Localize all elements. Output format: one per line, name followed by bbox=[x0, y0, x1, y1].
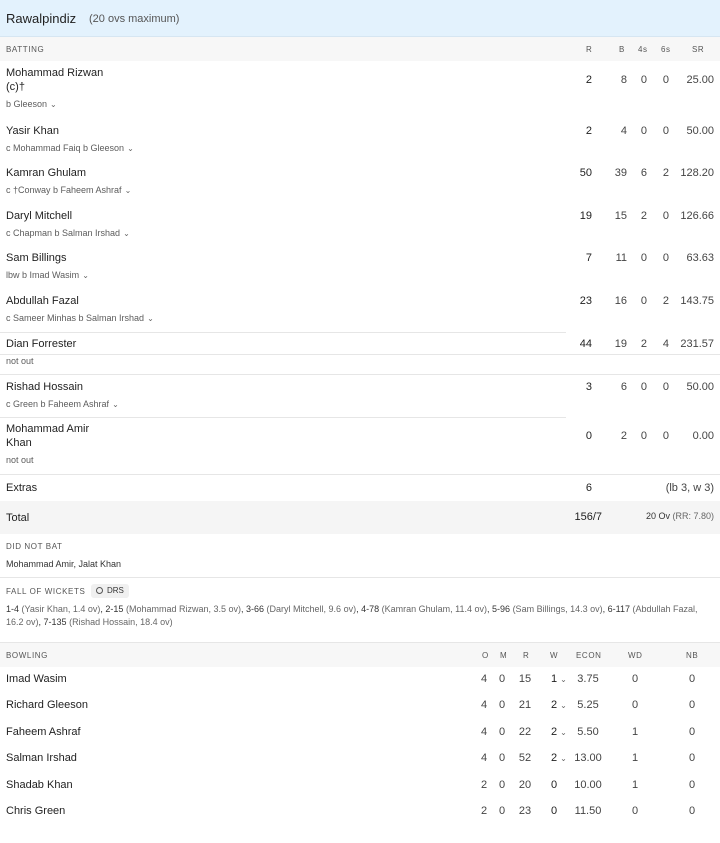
maidens: 0 bbox=[498, 752, 506, 764]
divider bbox=[0, 354, 720, 355]
fours: 0 bbox=[640, 252, 647, 264]
fow-item bbox=[105, 604, 241, 614]
economy: 10.00 bbox=[574, 779, 602, 791]
balls: 15 bbox=[614, 210, 627, 222]
wickets[interactable] bbox=[551, 726, 567, 738]
fours: 0 bbox=[640, 74, 647, 86]
dismissal-text: not out bbox=[6, 455, 34, 465]
dismissal[interactable] bbox=[6, 270, 89, 280]
chevron-down-icon[interactable]: ⌄ bbox=[112, 400, 119, 409]
extras-value: 6 bbox=[585, 482, 592, 494]
sixes: 0 bbox=[662, 125, 669, 137]
fow-label: FALL OF WICKETS bbox=[6, 587, 86, 596]
chevron-down-icon[interactable]: ⌄ bbox=[124, 186, 132, 195]
fow-detail: (Abdullah Fazal, 16.2 ov) bbox=[6, 604, 698, 627]
fow-score: 1-4 bbox=[6, 604, 20, 614]
runs: 7 bbox=[585, 252, 592, 264]
sixes: 0 bbox=[662, 252, 669, 264]
team-header bbox=[0, 0, 720, 37]
dismissal-text: c Chapman b Salman Irshad bbox=[6, 228, 121, 238]
fow-item bbox=[6, 604, 100, 614]
balls: 39 bbox=[614, 167, 627, 179]
wides: 1 bbox=[631, 726, 639, 738]
runs-conceded: 22 bbox=[518, 726, 532, 738]
fow-detail: (Daryl Mitchell, 9.6 ov) bbox=[266, 604, 357, 614]
batter-name[interactable]: Kamran Ghulam bbox=[6, 167, 87, 179]
total-overs: 20 Ov bbox=[645, 511, 670, 521]
overs: 2 bbox=[480, 779, 488, 791]
batter-name[interactable]: Sam Billings bbox=[6, 252, 67, 264]
extras-label: Extras bbox=[6, 482, 38, 494]
fours: 2 bbox=[640, 338, 647, 350]
total-value: 156/7 bbox=[574, 511, 602, 523]
maidens: 0 bbox=[498, 779, 506, 791]
noballs: 0 bbox=[688, 699, 696, 711]
fours: 2 bbox=[640, 210, 647, 222]
dismissal[interactable] bbox=[6, 313, 154, 323]
divider bbox=[0, 474, 720, 475]
maidens: 0 bbox=[498, 726, 506, 738]
economy: 13.00 bbox=[574, 752, 602, 764]
fow-score: 4-78 bbox=[361, 604, 380, 614]
dismissal-text: not out bbox=[6, 356, 34, 366]
drs-badge[interactable] bbox=[91, 584, 129, 598]
wickets-value: 0 bbox=[551, 805, 558, 817]
runs-conceded: 20 bbox=[518, 779, 532, 791]
did-not-bat-label: DID NOT BAT bbox=[6, 542, 63, 551]
fow-score: 6-117 bbox=[607, 604, 630, 614]
fow-item bbox=[361, 604, 487, 614]
divider bbox=[0, 332, 566, 333]
noballs: 0 bbox=[688, 726, 696, 738]
fours: 0 bbox=[640, 381, 647, 393]
balls: 19 bbox=[614, 338, 627, 350]
maidens: 0 bbox=[498, 699, 506, 711]
economy: 5.25 bbox=[577, 699, 599, 711]
drs-label: DRS bbox=[107, 586, 124, 595]
fow-detail: (Yasir Khan, 1.4 ov) bbox=[21, 604, 101, 614]
col-runs: R bbox=[586, 45, 593, 54]
col-noballs: NB bbox=[686, 651, 699, 660]
fours: 0 bbox=[640, 295, 647, 307]
overs-note: (20 ovs maximum) bbox=[89, 13, 180, 25]
noballs: 0 bbox=[688, 673, 696, 685]
dismissal-text: c Mohammad Faiq b Gleeson bbox=[6, 143, 125, 153]
strike-rate: 231.57 bbox=[680, 338, 714, 350]
strike-rate: 128.20 bbox=[680, 167, 714, 179]
fow-score: 7-135 bbox=[43, 617, 67, 627]
sixes: 0 bbox=[662, 74, 669, 86]
chevron-down-icon[interactable]: ⌄ bbox=[560, 728, 567, 737]
batter-name[interactable]: Dian Forrester bbox=[6, 338, 77, 350]
batting-header bbox=[0, 37, 720, 61]
bowler-name[interactable]: Richard Gleeson bbox=[6, 699, 88, 711]
dismissal[interactable] bbox=[6, 228, 130, 238]
wickets bbox=[551, 805, 557, 817]
sixes: 0 bbox=[662, 381, 669, 393]
strike-rate: 50.00 bbox=[686, 125, 714, 137]
runs: 2 bbox=[585, 74, 592, 86]
balls: 16 bbox=[614, 295, 627, 307]
wickets[interactable] bbox=[551, 752, 567, 764]
divider bbox=[0, 417, 566, 418]
wickets-value: 0 bbox=[551, 779, 558, 791]
extras-detail: (lb 3, w 3) bbox=[665, 482, 714, 494]
wickets bbox=[551, 779, 557, 791]
strike-rate: 126.66 bbox=[680, 210, 714, 222]
wides: 1 bbox=[631, 779, 639, 791]
fow-item bbox=[492, 604, 603, 614]
sixes: 2 bbox=[662, 295, 669, 307]
col-sixes: 6s bbox=[661, 45, 671, 54]
strike-rate: 143.75 bbox=[680, 295, 714, 307]
runs: 2 bbox=[585, 125, 592, 137]
col-wickets: W bbox=[550, 651, 559, 660]
fours: 0 bbox=[640, 430, 647, 442]
sixes: 4 bbox=[662, 338, 669, 350]
strike-rate: 50.00 bbox=[686, 381, 714, 393]
total-label: Total bbox=[6, 512, 30, 524]
dismissal-text: c †Conway b Faheem Ashraf bbox=[6, 185, 122, 195]
chevron-down-icon[interactable]: ⌄ bbox=[127, 144, 134, 153]
fow-detail: (Mohammad Rizwan, 3.5 ov) bbox=[125, 604, 241, 614]
runs: 23 bbox=[579, 295, 592, 307]
sixes: 0 bbox=[662, 430, 669, 442]
col-fours: 4s bbox=[638, 45, 648, 54]
fow-item bbox=[44, 617, 173, 627]
batter-name[interactable]: Abdullah Fazal bbox=[6, 295, 79, 307]
runs-conceded: 52 bbox=[518, 752, 532, 764]
maidens: 0 bbox=[498, 673, 506, 685]
total-rr: (RR: 7.80) bbox=[672, 511, 714, 521]
wides: 0 bbox=[631, 673, 639, 685]
runs-conceded: 23 bbox=[518, 805, 532, 817]
bowler-name[interactable]: Shadab Khan bbox=[6, 779, 73, 791]
total-overs-rr bbox=[646, 511, 714, 521]
col-balls: B bbox=[619, 45, 625, 54]
wickets-value: 2 bbox=[551, 726, 558, 738]
wides: 0 bbox=[631, 699, 639, 711]
batting-label: BATTING bbox=[6, 45, 45, 54]
chevron-down-icon[interactable]: ⌄ bbox=[82, 271, 89, 280]
col-overs: O bbox=[482, 651, 489, 660]
wickets-value: 2 bbox=[551, 752, 558, 764]
economy: 11.50 bbox=[574, 805, 602, 817]
runs: 0 bbox=[585, 430, 592, 442]
did-not-bat-players[interactable]: Mohammad Amir, Jalat Khan bbox=[6, 559, 122, 569]
dismissal[interactable] bbox=[6, 99, 57, 109]
strike-rate: 25.00 bbox=[686, 74, 714, 86]
fow-score: 2-15 bbox=[105, 604, 124, 614]
overs: 4 bbox=[480, 699, 488, 711]
balls: 8 bbox=[620, 74, 627, 86]
fours: 6 bbox=[640, 167, 647, 179]
col-sr: SR bbox=[692, 45, 705, 54]
fow-score: 5-96 bbox=[492, 604, 511, 614]
chevron-down-icon[interactable]: ⌄ bbox=[560, 675, 567, 684]
total-row bbox=[0, 501, 720, 534]
overs: 4 bbox=[480, 726, 488, 738]
strike-rate: 0.00 bbox=[692, 430, 714, 442]
chevron-down-icon[interactable]: ⌄ bbox=[147, 314, 154, 323]
wickets-value: 1 bbox=[551, 673, 558, 685]
dismissal-text: b Gleeson bbox=[6, 99, 48, 109]
runs: 50 bbox=[579, 167, 592, 179]
team-name: Rawalpindiz bbox=[6, 11, 77, 26]
fow-list: 1-4 (Yasir Khan, 1.4 ov), 2-15 (Mohammad Rizwan, 3.5 ov), 3-66 (Daryl Mitchell, 9.6 ov), 4-78 (Kamran Ghulam, 11.4 ov), 5-96 (Sam Billings, 14.3 ov), 6-117 (Abdullah Fazal, 16.2 ov), 7-135 (Rishad Hossain, 18.4 ov) bbox=[6, 604, 698, 627]
divider bbox=[0, 374, 720, 375]
economy: 5.50 bbox=[577, 726, 599, 738]
runs: 3 bbox=[585, 381, 592, 393]
balls: 11 bbox=[615, 252, 627, 264]
batter-name[interactable]: Mohammad Amir Khan bbox=[6, 423, 90, 449]
fours: 0 bbox=[640, 125, 647, 137]
wickets[interactable] bbox=[551, 699, 567, 711]
dismissal-text: c Sameer Minhas b Salman Irshad bbox=[6, 313, 145, 323]
col-wides: WD bbox=[628, 651, 643, 660]
batter-name[interactable]: Rishad Hossain bbox=[6, 381, 84, 393]
bowler-name[interactable]: Chris Green bbox=[6, 805, 66, 817]
fow-detail: (Rishad Hossain, 18.4 ov) bbox=[69, 617, 173, 627]
dismissal[interactable] bbox=[6, 143, 134, 153]
noballs: 0 bbox=[688, 779, 696, 791]
economy: 3.75 bbox=[577, 673, 599, 685]
batter-name[interactable]: Mohammad Rizwan (c)† bbox=[6, 67, 104, 93]
balls: 6 bbox=[620, 381, 627, 393]
overs: 4 bbox=[480, 673, 488, 685]
dismissal bbox=[6, 356, 34, 366]
bowling-label: BOWLING bbox=[6, 651, 48, 660]
fow-score: 3-66 bbox=[246, 604, 265, 614]
bowler-name[interactable]: Salman Irshad bbox=[6, 752, 77, 764]
batter-name[interactable]: Daryl Mitchell bbox=[6, 210, 73, 222]
chevron-down-icon[interactable]: ⌄ bbox=[560, 754, 567, 763]
wickets[interactable] bbox=[551, 673, 567, 685]
dismissal bbox=[6, 455, 34, 465]
fow-item bbox=[246, 604, 356, 614]
fow-detail: (Kamran Ghulam, 11.4 ov) bbox=[381, 604, 488, 614]
chevron-down-icon[interactable]: ⌄ bbox=[50, 100, 57, 109]
runs: 44 bbox=[579, 338, 592, 350]
fow-detail: (Sam Billings, 14.3 ov) bbox=[512, 604, 603, 614]
sixes: 2 bbox=[662, 167, 669, 179]
col-econ: ECON bbox=[576, 651, 602, 660]
batter-name[interactable]: Yasir Khan bbox=[6, 125, 59, 137]
noballs: 0 bbox=[688, 805, 696, 817]
noballs: 0 bbox=[688, 752, 696, 764]
bowling-header bbox=[0, 643, 720, 667]
strike-rate: 63.63 bbox=[686, 252, 714, 264]
chevron-down-icon[interactable]: ⌄ bbox=[560, 701, 567, 710]
wides: 0 bbox=[631, 805, 639, 817]
balls: 4 bbox=[620, 125, 627, 137]
overs: 2 bbox=[480, 805, 488, 817]
runs-conceded: 15 bbox=[518, 673, 532, 685]
runs: 19 bbox=[579, 210, 592, 222]
divider bbox=[0, 577, 720, 578]
runs-conceded: 21 bbox=[518, 699, 532, 711]
dismissal-text: lbw b Imad Wasim bbox=[6, 270, 80, 280]
dismissal[interactable] bbox=[6, 185, 131, 195]
overs: 4 bbox=[480, 752, 488, 764]
bowler-name[interactable]: Imad Wasim bbox=[6, 673, 67, 685]
dismissal-text: c Green b Faheem Ashraf bbox=[6, 399, 110, 409]
balls: 2 bbox=[620, 430, 627, 442]
col-maidens: M bbox=[500, 651, 508, 660]
info-circle-icon bbox=[96, 587, 103, 594]
col-runs-conceded: R bbox=[523, 651, 530, 660]
sixes: 0 bbox=[662, 210, 669, 222]
wides: 1 bbox=[631, 752, 639, 764]
maidens: 0 bbox=[498, 805, 506, 817]
bowler-name[interactable]: Faheem Ashraf bbox=[6, 726, 81, 738]
wickets-value: 2 bbox=[551, 699, 558, 711]
dismissal[interactable] bbox=[6, 399, 119, 409]
chevron-down-icon[interactable]: ⌄ bbox=[123, 229, 130, 238]
